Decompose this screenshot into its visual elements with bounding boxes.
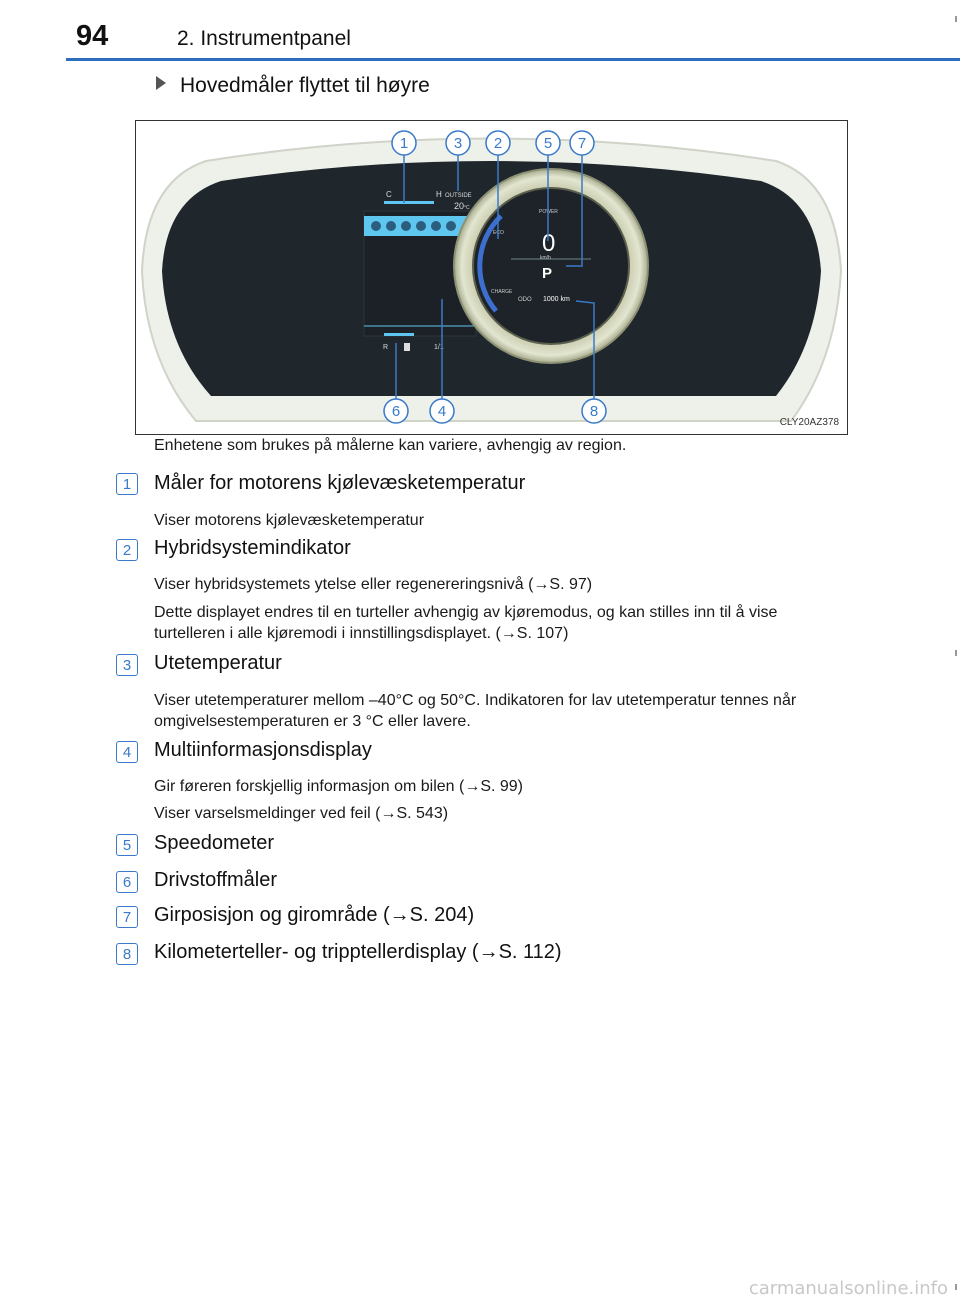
margin-mark — [955, 16, 957, 22]
margin-mark — [955, 1284, 957, 1290]
eco-label: ECO — [493, 230, 504, 236]
item-badge: 4 — [116, 741, 138, 763]
coolant-hot-label: H — [436, 190, 442, 199]
callout-3-label: 3 — [453, 135, 463, 152]
section-title: Hovedmåler flyttet til høyre — [180, 74, 430, 97]
instrument-cluster-figure — [135, 120, 848, 435]
menu-icon — [431, 221, 441, 231]
figure-code: CLY20AZ378 — [779, 417, 839, 428]
fuel-pump-icon — [404, 343, 410, 351]
item-description: Viser hybridsystemets ytelse eller regenereringsnivå (→S. 97) — [154, 576, 593, 593]
callout-2-label: 2 — [493, 135, 503, 152]
callout-8-label: 8 — [589, 403, 599, 420]
item-badge: 7 — [116, 906, 138, 928]
item-badge: 3 — [116, 654, 138, 676]
section-heading — [156, 74, 430, 98]
item-badge: 2 — [116, 539, 138, 561]
item-description: Viser motorens kjølevæsketemperatur — [154, 512, 425, 529]
outside-temp: 20°C — [454, 201, 470, 211]
item-title: Utetemperatur — [154, 652, 282, 674]
fuel-full-label: 1/1 — [434, 344, 444, 351]
item-badge: 5 — [116, 834, 138, 856]
item-title: Speedometer — [154, 832, 275, 854]
odo-label: ODO — [518, 297, 532, 303]
coolant-gauge-bar — [384, 201, 434, 204]
triangle-bullet-icon — [156, 76, 166, 90]
margin-mark — [955, 650, 957, 656]
cluster-illustration — [136, 121, 847, 434]
speed-unit: km/h — [540, 255, 551, 261]
item-title: Girposisjon og girområde (→S. 204) — [154, 904, 475, 926]
callout-5-label: 5 — [543, 135, 553, 152]
power-label: POWER — [539, 209, 558, 215]
item-description: Viser varselsmeldinger ved feil (→S. 543) — [154, 805, 449, 822]
fuel-gauge-bar — [384, 333, 414, 336]
menu-icon — [401, 221, 411, 231]
fuel-reserve-label: R — [383, 344, 389, 351]
gear-position: P — [542, 265, 553, 282]
callout-6-label: 6 — [391, 403, 401, 420]
odo-value: 1000 km — [543, 296, 570, 303]
item-title: Multiinformasjonsdisplay — [154, 739, 372, 761]
callout-4-label: 4 — [437, 403, 447, 420]
outside-label: OUTSIDE — [445, 193, 472, 199]
page-header — [0, 0, 960, 62]
item-description: Dette displayet endres til en turteller avhengig av kjøremodus, og kan stilles inn til å vise turtelleren i alle kjøremodi i innstillingsdisplayet. (→S. 107) — [154, 604, 778, 642]
item-title: Måler for motorens kjølevæsketemperatur — [154, 472, 526, 494]
item-title: Kilometerteller- og tripptellerdisplay (→S. 112) — [154, 941, 562, 963]
charge-label: CHARGE — [491, 289, 513, 295]
item-badge: 1 — [116, 473, 138, 495]
watermark: carmanualsonline.info — [748, 1278, 948, 1299]
figure-note: Enhetene som brukes på målerne kan variere, avhengig av region. — [154, 437, 627, 454]
speed-value: 0 — [542, 230, 556, 257]
menu-icon — [386, 221, 396, 231]
menu-icon — [371, 221, 381, 231]
item-description: Viser utetemperaturer mellom –40°C og 50°C. Indikatoren for lav utetemperatur tennes når omgivelsestemperaturen er 3 °C eller lavere. — [154, 692, 797, 730]
item-description: Gir føreren forskjellig informasjon om bilen (→S. 99) — [154, 778, 524, 795]
menu-icon — [416, 221, 426, 231]
item-badge: 6 — [116, 871, 138, 893]
header-rule — [66, 58, 960, 61]
item-title: Drivstoffmåler — [154, 869, 277, 891]
item-title: Hybridsystemindikator — [154, 537, 351, 559]
callout-7-label: 7 — [577, 135, 587, 152]
menu-icon — [446, 221, 456, 231]
page-number: 94 — [76, 20, 109, 52]
coolant-cold-label: C — [386, 190, 392, 199]
chapter-title: 2. Instrumentpanel — [177, 27, 351, 50]
item-badge: 8 — [116, 943, 138, 965]
callout-1-label: 1 — [399, 135, 409, 152]
